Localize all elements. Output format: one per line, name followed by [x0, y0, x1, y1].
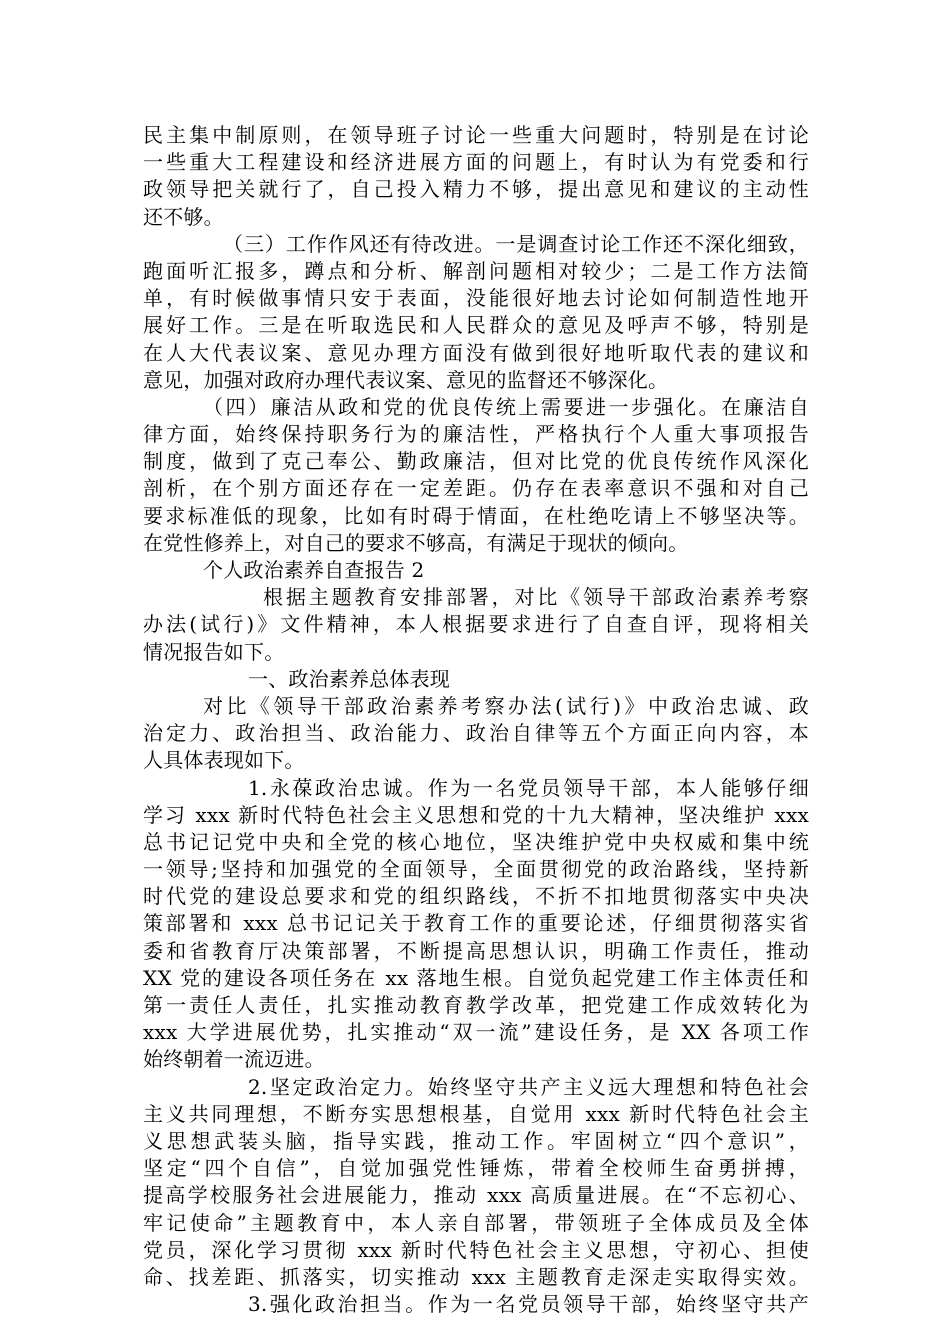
text-line: 坚定“四个自信”，自觉加强党性锤炼，带着全校师生奋勇拼搏， — [143, 1156, 809, 1181]
text-line: 个人政治素养自查报告 2 — [203, 558, 425, 582]
text-line: XX 党的建设各项任务在 xx 落地生根。自觉负起党建工作主体责任和 — [143, 965, 809, 990]
text-line: 律方面，始终保持职务行为的廉洁性，严格执行个人重大事项报告 — [143, 422, 809, 447]
text-line: 剖析，在个别方面还存在一定差距。仍存在表率意识不强和对自己 — [143, 476, 809, 501]
text-line: 时代党的建设总要求和党的组织路线，不折不扣地贯彻落实中央决 — [143, 884, 809, 909]
document-body — [143, 122, 809, 1318]
text-line: 1.永葆政治忠诚。作为一名党员领导干部，本人能够仔细 — [248, 775, 809, 800]
text-line: 总书记记党中央和全党的核心地位，坚决维护党中央权威和集中统 — [143, 829, 809, 854]
text-line: 一些重大工程建设和经济进展方面的问题上，有时认为有党委和行 — [143, 150, 809, 175]
text-line: 展好工作。三是在听取选民和人民群众的意见及呼声不够，特别是 — [143, 313, 809, 338]
text-line: 办法(试行)》文件精神，本人根据要求进行了自查自评，现将相关 — [143, 612, 809, 637]
text-line: 2.坚定政治定力。始终坚守共产主义远大理想和特色社会 — [248, 1074, 809, 1099]
text-line: 根据主题教育安排部署，对比《领导干部政治素养考察 — [263, 585, 809, 610]
text-line: 治定力、政治担当、政治能力、政治自律等五个方面正向内容，本 — [143, 721, 809, 746]
text-line: 还不够。 — [143, 204, 224, 229]
text-line: 政领导把关就行了，自己投入精力不够，提出意见和建议的主动性 — [143, 177, 809, 202]
text-line: 跑面听汇报多，蹲点和分析、解剖问题相对较少；二是工作方法简 — [143, 258, 809, 283]
text-line: 始终朝着一流迈进。 — [143, 1047, 325, 1072]
text-line: 在党性修养上，对自己的要求不够高，有满足于现状的倾向。 — [143, 530, 689, 555]
text-line: 一领导;坚持和加强党的全面领导，全面贯彻党的政治路线，坚持新 — [143, 857, 809, 882]
text-line: 制度，做到了克己奉公、勤政廉洁，但对比党的优良传统作风深化 — [143, 449, 809, 474]
text-line: 义思想武装头脑，指导实践，推动工作。牢固树立“四个意识”， — [143, 1128, 809, 1153]
text-line: 主义共同理想，不断夯实思想根基，自觉用 xxx 新时代特色社会主 — [143, 1101, 809, 1126]
text-line: 提高学校服务社会进展能力，推动 xxx 高质量进展。在“不忘初心、 — [143, 1183, 809, 1208]
text-line: 命、找差距、抓落实，切实推动 xxx 主题教育走深走实取得实效。 — [143, 1264, 809, 1289]
text-line: 民主集中制原则，在领导班子讨论一些重大问题时，特别是在讨论 — [143, 123, 809, 147]
text-line: xxx 大学进展优势，扎实推动“双一流”建设任务，是 XX 各项工作 — [143, 1020, 809, 1045]
text-line: 学习 xxx 新时代特色社会主义思想和党的十九大精神，坚决维护 xxx — [143, 802, 809, 827]
text-line: 单，有时候做事情只安于表面，没能很好地去讨论如何制造性地开 — [143, 286, 809, 311]
text-line: 委和省教育厅决策部署，不断提高思想认识，明确工作责任，推动 — [143, 938, 809, 963]
text-line: 牢记使命”主题教育中，本人亲自部署，带领班子全体成员及全体 — [143, 1210, 809, 1235]
text-line: 策部署和 xxx 总书记记关于教育工作的重要论述，仔细贯彻落实省 — [143, 911, 809, 936]
text-line: 党员，深化学习贯彻 xxx 新时代特色社会主义思想，守初心、担使 — [143, 1237, 809, 1262]
text-line: 要求标准低的现象，比如有时碍于情面，在杜绝吃请上不够坚决等。 — [143, 503, 809, 528]
text-line: 意见，加强对政府办理代表议案、意见的监督还不够深化。 — [143, 367, 669, 392]
text-line: 情况报告如下。 — [143, 639, 285, 664]
text-line: 3.强化政治担当。作为一名党员领导干部，始终坚守共产 — [248, 1292, 809, 1317]
text-line: 第一责任人责任，扎实推动教育教学改革，把党建工作成效转化为 — [143, 993, 809, 1017]
text-line: 对比《领导干部政治素养考察办法(试行)》中政治忠诚、政 — [203, 693, 809, 718]
text-line: 人具体表现如下。 — [143, 748, 305, 773]
text-line: （四）廉洁从政和党的优良传统上需要进一步强化。在廉洁自 — [203, 394, 809, 419]
text-line: （三）工作作风还有待改进。一是调查讨论工作还不深化细致， — [223, 231, 809, 256]
text-line: 在人大代表议案、意见办理方面没有做到很好地听取代表的建议和 — [143, 340, 809, 365]
text-line: 一、政治素养总体表现 — [248, 666, 450, 691]
